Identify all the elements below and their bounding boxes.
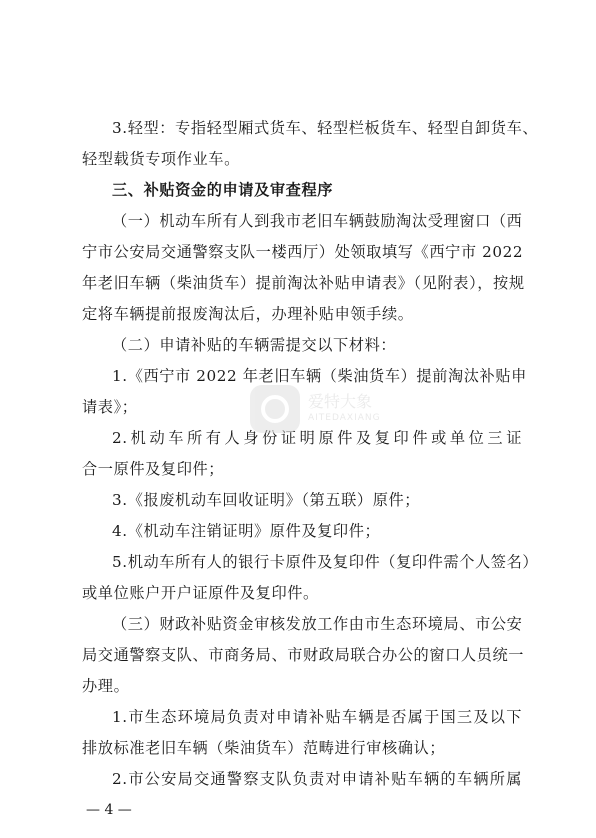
paragraph-line: 5.机动车所有人的银行卡原件及复印件（复印件需个人签名） [112,553,539,571]
paragraph-line: 3.《报废机动车回收证明》（第五联）原件； [112,491,421,509]
paragraph-line: 1.《西宁市 2022 年老旧车辆（柴油货车）提前淘汰补贴申 [112,367,527,385]
paragraph-line: 3.轻型：专指轻型厢式货车、轻型栏板货车、轻型自卸货车、 [112,119,539,137]
paragraph-line: 2.机动车所有人身份证明原件及复印件或单位三证 [112,429,522,447]
paragraph-line: 办理。 [82,677,130,695]
watermark-logo-icon [250,385,300,433]
paragraph-line: 年老旧车辆（柴油货车）提前淘汰补贴申请表》（见附表），按规 [82,274,525,292]
section-heading: 三、补贴资金的申请及审查程序 [112,181,334,199]
paragraph-line: 或单位账户开户证原件及复印件。 [82,584,319,602]
paragraph-line: （二）申请补贴的车辆需提交以下材料： [112,336,397,354]
paragraph-line: 轻型载货专项作业车。 [82,150,240,168]
watermark-sub: AITEDAXIANG [308,413,381,423]
paragraph-line: 1.市生态环境局负责对申请补贴车辆是否属于国三及以下 [112,708,522,726]
paragraph-line: 请表》； [82,398,138,416]
paragraph-line: 定将车辆提前报废淘汰后，办理补贴申领手续。 [82,305,414,323]
paragraph-line: 4.《机动车注销证明》原件及复印件； [112,522,381,540]
paragraph-line: （一）机动车所有人到我市老旧车辆鼓励淘汰受理窗口（西 [112,212,523,230]
paragraph-line: 合一原件及复印件； [82,460,225,478]
paragraph-line: （三）财政补贴资金审核发放工作由市生态环境局、市公安 [112,615,523,633]
paragraph-line: 2.市公安局交通警察支队负责对申请补贴车辆的车辆所属 [112,770,522,788]
paragraph-line: 宁市公安局交通警察支队一楼西厅）处领取填写《西宁市 2022 [82,243,524,261]
paragraph-line: 排放标准老旧车辆（柴油货车）范畴进行审核确认； [82,739,446,757]
watermark [250,385,420,435]
page-number: — 4 — [86,802,132,818]
paragraph-line: 局交通警察支队、市商务局、市财政局联合办公的窗口人员统一 [82,646,525,664]
watermark-name: 爱特大象 [308,392,373,411]
